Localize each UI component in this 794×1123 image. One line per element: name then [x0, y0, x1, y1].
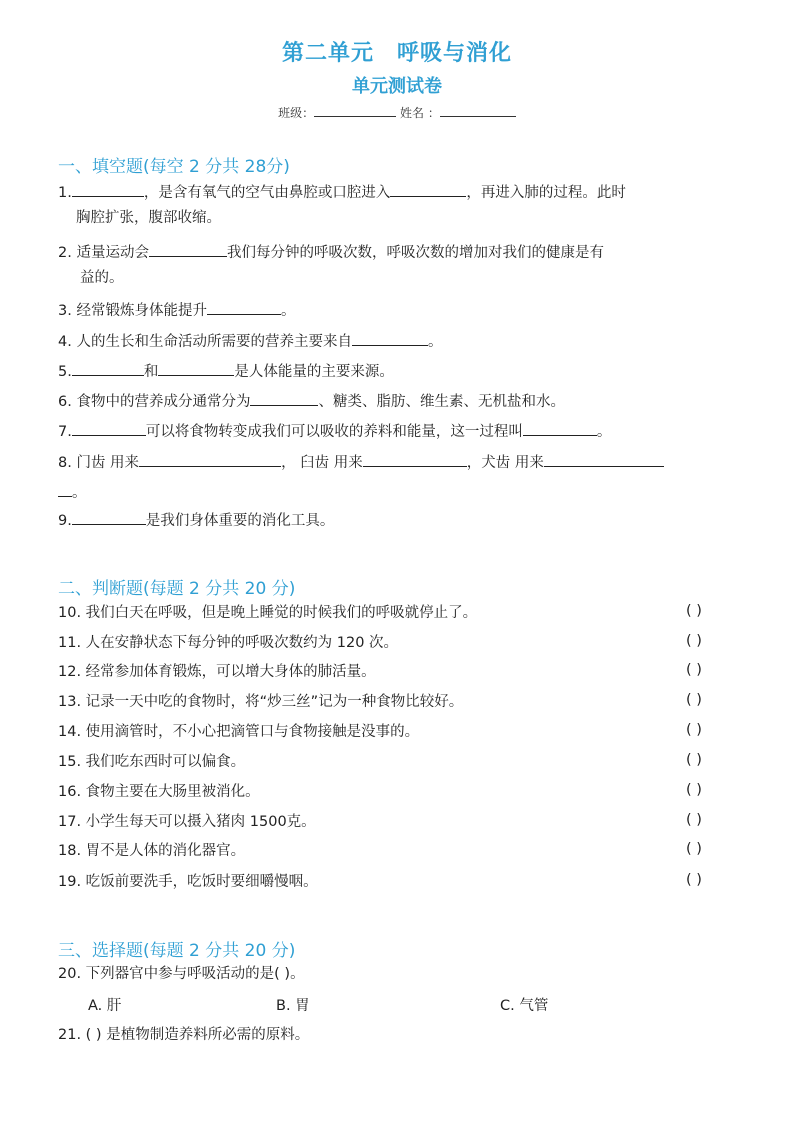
answer-blank[interactable] — [352, 331, 428, 346]
answer-paren[interactable]: ( ) — [686, 662, 702, 678]
question-9: 9. 是我们身体重要的消化工具。 — [58, 510, 738, 531]
question-2-cont: 益的。 — [80, 270, 124, 286]
answer-blank[interactable] — [207, 300, 281, 315]
question-1: 1. ，是含有氧气的空气由鼻腔或口腔进入 ，再进入肺的过程。此时 — [58, 182, 738, 203]
judge-item: 12. 经常参加体育锻炼，可以增大身体的肺活量。 — [58, 664, 376, 680]
section-choice-heading: 三、选择题(每题 2 分共 20 分) — [58, 941, 296, 961]
name-label: 姓名 ： — [400, 106, 440, 120]
judge-item: 14. 使用滴管时，不小心把滴管口与食物接触是没事的。 — [58, 724, 420, 740]
answer-blank[interactable] — [158, 361, 234, 376]
answer-blank[interactable] — [139, 452, 281, 467]
question-8: 8. 门齿 用来 ， 臼齿 用来 ，犬齿 用来 — [58, 452, 738, 473]
judge-item: 13. 记录一天中吃的食物时，将“炒三丝”记为一种食物比较好。 — [58, 694, 464, 710]
judge-item: 15. 我们吃东西时可以偏食。 — [58, 754, 246, 770]
judge-item: 18. 胃不是人体的消化器官。 — [58, 843, 246, 859]
class-label: 班级： — [278, 106, 315, 120]
judge-item: 17. 小学生每天可以摄入猪肉 1500克。 — [58, 814, 316, 830]
answer-blank[interactable] — [72, 421, 146, 436]
question-3: 3. 经常锻炼身体能提升 。 — [58, 300, 738, 321]
answer-paren[interactable]: ( ) — [686, 603, 702, 619]
page-title: 第二单元 呼吸与消化 — [281, 41, 512, 66]
answer-blank[interactable] — [363, 452, 467, 467]
question-5: 5. 和 是人体能量的主要来源。 — [58, 361, 738, 382]
answer-blank[interactable] — [544, 452, 664, 467]
answer-blank[interactable] — [72, 361, 144, 376]
question-7: 7. 可以将食物转变成我们可以吸收的养料和能量，这一过程叫 。 — [58, 421, 738, 442]
answer-blank[interactable] — [149, 242, 227, 257]
question-2: 2. 适量运动会 我们每分钟的呼吸次数，呼吸次数的增加对我们的健康是有 — [58, 242, 738, 263]
question-1-cont: 胸腔扩张，腹部收缩。 — [76, 210, 221, 226]
option-b[interactable]: B. 胃 — [276, 998, 310, 1014]
question-4: 4. 人的生长和生命活动所需要的营养主要来自 。 — [58, 331, 738, 352]
answer-blank[interactable] — [390, 182, 466, 197]
judge-item: 16. 食物主要在大肠里被消化。 — [58, 784, 260, 800]
judge-item: 19. 吃饭前要洗手，吃饭时要细嚼慢咽。 — [58, 874, 318, 890]
answer-paren[interactable]: ( ) — [686, 812, 702, 828]
answer-paren[interactable]: ( ) — [686, 722, 702, 738]
answer-blank[interactable] — [72, 510, 146, 525]
answer-blank[interactable] — [58, 482, 72, 497]
answer-blank[interactable] — [250, 391, 318, 406]
option-c[interactable]: C. 气管 — [500, 998, 549, 1014]
question-21: 21. ( ) 是植物制造养料所必需的原料。 — [58, 1027, 310, 1043]
answer-blank[interactable] — [523, 421, 597, 436]
name-blank[interactable] — [440, 104, 516, 117]
answer-paren[interactable]: ( ) — [686, 692, 702, 708]
section-judge-heading: 二、判断题(每题 2 分共 20 分) — [58, 579, 296, 599]
judge-item: 10. 我们白天在呼吸，但是晚上睡觉的时候我们的呼吸就停止了。 — [58, 605, 478, 621]
answer-paren[interactable]: ( ) — [686, 841, 702, 857]
page-subtitle: 单元测试卷 — [352, 76, 442, 97]
option-a[interactable]: A. 肝 — [88, 998, 122, 1014]
student-info — [0, 104, 794, 121]
class-blank[interactable] — [314, 104, 396, 117]
question-8-cont: 。 — [58, 482, 738, 503]
section-fill-heading: 一、填空题(每空 2 分共 28分) — [58, 157, 290, 177]
answer-paren[interactable]: ( ) — [686, 752, 702, 768]
answer-paren[interactable]: ( ) — [686, 782, 702, 798]
answer-paren[interactable]: ( ) — [686, 872, 702, 888]
answer-paren[interactable]: ( ) — [686, 633, 702, 649]
judge-item: 11. 人在安静状态下每分钟的呼吸次数约为 120 次。 — [58, 635, 399, 651]
question-20: 20. 下列器官中参与呼吸活动的是( )。 — [58, 966, 305, 982]
question-6: 6. 食物中的营养成分通常分为 、糖类、脂肪、维生素、无机盐和水。 — [58, 391, 738, 412]
answer-blank[interactable] — [72, 182, 144, 197]
